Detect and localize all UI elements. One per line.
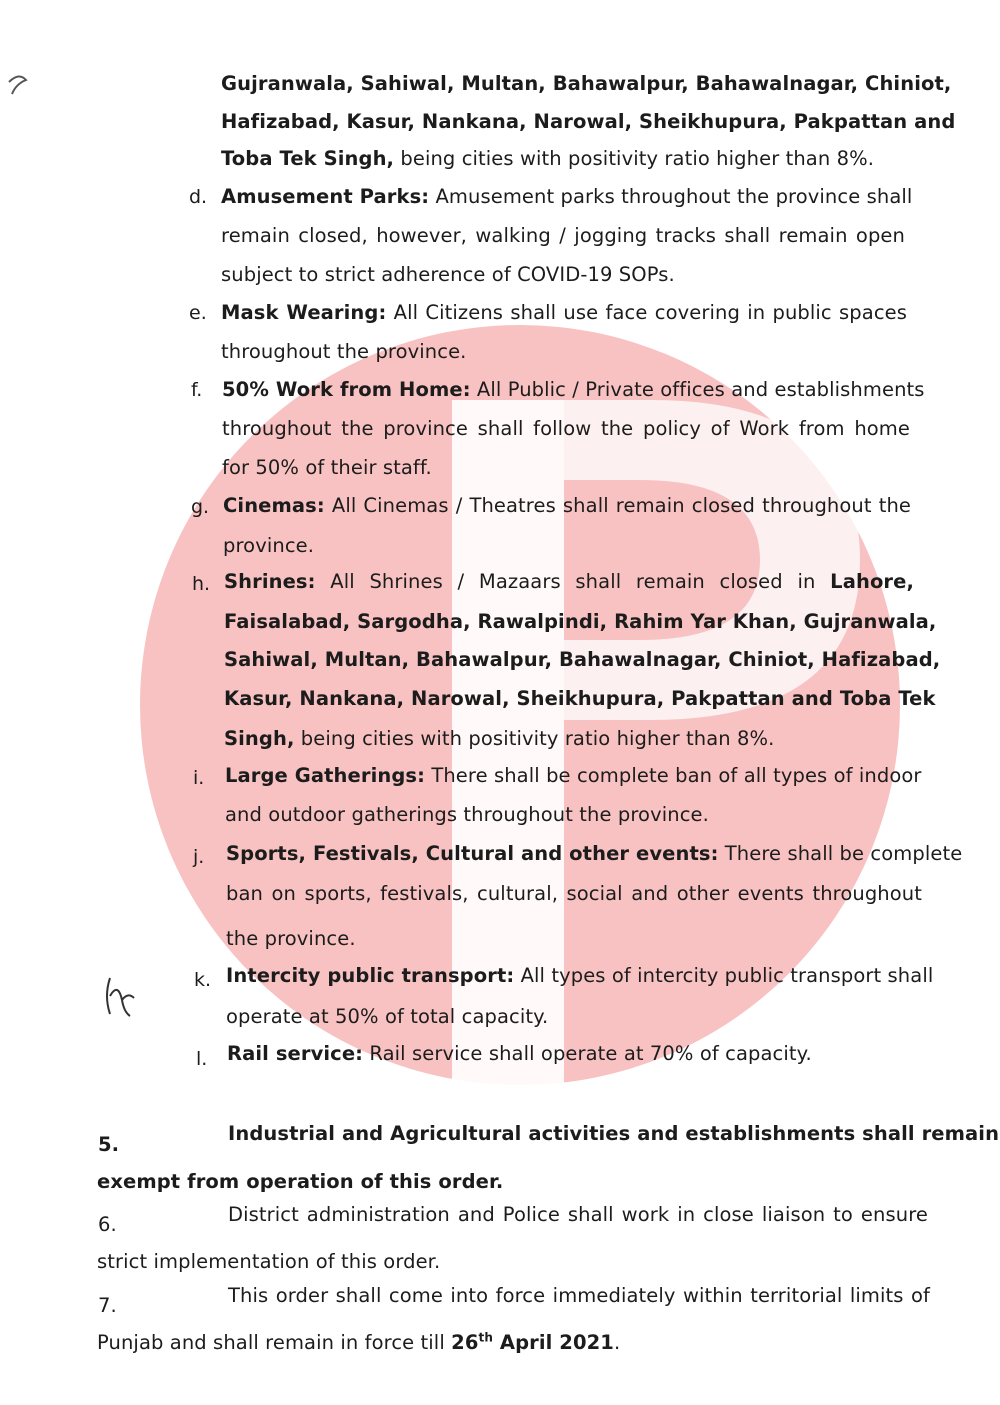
para-5-line-2: exempt from operation of this order. xyxy=(97,1170,504,1193)
item-marker-k: k. xyxy=(194,969,212,991)
item-title-k: Intercity public transport: xyxy=(226,964,515,987)
positivity-text-h: being cities with positivity ratio higher than 8%. xyxy=(294,727,775,750)
list-item-e xyxy=(221,301,907,325)
list-item-d xyxy=(221,185,913,209)
item-text-d: Amusement parks throughout the province shall xyxy=(429,185,913,208)
list-item-l xyxy=(227,1042,812,1066)
item-text-l: Rail service shall operate at 70% of capacity. xyxy=(363,1042,812,1065)
list-item-d-line-2: remain closed, however, walking / jogging tracks shall remain open xyxy=(221,224,905,247)
handwritten-initials xyxy=(100,972,140,1022)
list-item-e-line-2: throughout the province. xyxy=(221,340,467,363)
item-title-l: Rail service: xyxy=(227,1042,364,1065)
corner-mark-icon xyxy=(4,70,34,100)
list-item-j-line-2: ban on sports, festivals, cultural, social and other events throughout xyxy=(226,882,922,905)
item-text-i: There shall be complete ban of all types of indoor xyxy=(425,764,922,787)
item-marker-f: f. xyxy=(191,379,203,401)
para-7-line-1: This order shall come into force immediately within territorial limits of xyxy=(228,1284,930,1307)
list-item-h xyxy=(224,570,914,594)
item-text-k: All types of intercity public transport shall xyxy=(514,964,934,987)
item-text-f: All Public / Private offices and establishments xyxy=(470,378,925,401)
item-title-f: 50% Work from Home: xyxy=(222,378,471,401)
city-name-singh: Singh, xyxy=(224,727,295,750)
item-marker-d: d. xyxy=(189,186,208,208)
item-text-j: There shall be complete xyxy=(718,842,963,865)
list-item-h-line-5 xyxy=(224,727,774,751)
item-text-e: All Citizens shall use face covering in public spaces xyxy=(386,301,907,324)
continued-line-2: Hafizabad, Kasur, Nankana, Narowal, Sheikhupura, Pakpattan and xyxy=(221,110,956,133)
continued-line-1: Gujranwala, Sahiwal, Multan, Bahawalpur, Bahawalnagar, Chiniot, xyxy=(221,72,952,95)
item-marker-j: j. xyxy=(193,846,205,868)
continued-line-3 xyxy=(221,147,874,171)
item-marker-i: i. xyxy=(193,767,205,789)
list-item-k-line-2: operate at 50% of total capacity. xyxy=(226,1005,549,1028)
para-7-end: . xyxy=(613,1331,621,1354)
list-item-h-line-3: Sahiwal, Multan, Bahawalpur, Bahawalnagar, Chiniot, Hafizabad, xyxy=(224,648,941,671)
list-item-j-line-3: the province. xyxy=(226,927,356,950)
para-7-line-2 xyxy=(97,1331,620,1355)
end-date-month-year: April 2021 xyxy=(492,1331,614,1354)
para-6-line-2: strict implementation of this order. xyxy=(97,1250,441,1273)
positivity-text: being cities with positivity ratio higher than 8%. xyxy=(394,147,875,170)
item-marker-h: h. xyxy=(192,573,211,595)
item-marker-e: e. xyxy=(189,302,207,324)
city-name-lahore: Lahore, xyxy=(830,570,914,593)
item-text-h: All Shrines / Mazaars shall remain closed in xyxy=(315,570,831,593)
item-title-i: Large Gatherings: xyxy=(225,764,426,787)
list-item-f-line-3: for 50% of their staff. xyxy=(222,456,432,479)
end-date xyxy=(451,1331,614,1354)
end-date-suffix: th xyxy=(478,1330,493,1345)
list-item-g-line-2: province. xyxy=(223,534,315,557)
item-title-j: Sports, Festivals, Cultural and other events: xyxy=(226,842,719,865)
list-item-h-line-4: Kasur, Nankana, Narowal, Sheikhupura, Pakpattan and Toba Tek xyxy=(224,687,936,710)
item-marker-g: g. xyxy=(191,496,210,518)
para-6-number: 6. xyxy=(98,1213,117,1236)
end-date-day: 26 xyxy=(451,1331,479,1354)
list-item-i xyxy=(225,764,922,788)
list-item-j xyxy=(226,842,963,866)
item-text-g: All Cinemas / Theatres shall remain closed throughout the xyxy=(324,494,911,517)
list-item-f-line-2: throughout the province shall follow the policy of Work from home xyxy=(222,417,910,440)
list-item-g xyxy=(223,494,911,518)
para-7-text: Punjab and shall remain in force till xyxy=(97,1331,452,1354)
item-marker-l: l. xyxy=(196,1048,208,1070)
para-5-number: 5. xyxy=(98,1133,120,1156)
list-item-k xyxy=(226,964,934,988)
list-item-f xyxy=(222,378,925,402)
item-title-g: Cinemas: xyxy=(223,494,325,517)
item-title-h: Shrines: xyxy=(224,570,316,593)
item-title-e: Mask Wearing: xyxy=(221,301,387,324)
para-7-number: 7. xyxy=(98,1294,117,1317)
para-6-line-1: District administration and Police shall work in close liaison to ensure xyxy=(228,1203,928,1226)
list-item-i-line-2: and outdoor gatherings throughout the province. xyxy=(225,803,709,826)
city-name-run: Toba Tek Singh, xyxy=(221,147,395,170)
list-item-h-line-2: Faisalabad, Sargodha, Rawalpindi, Rahim Yar Khan, Gujranwala, xyxy=(224,610,937,633)
item-title-d: Amusement Parks: xyxy=(221,185,430,208)
list-item-d-line-3: subject to strict adherence of COVID-19 SOPs. xyxy=(221,263,675,286)
para-5-line-1: Industrial and Agricultural activities and establishments shall remain xyxy=(228,1122,1000,1145)
